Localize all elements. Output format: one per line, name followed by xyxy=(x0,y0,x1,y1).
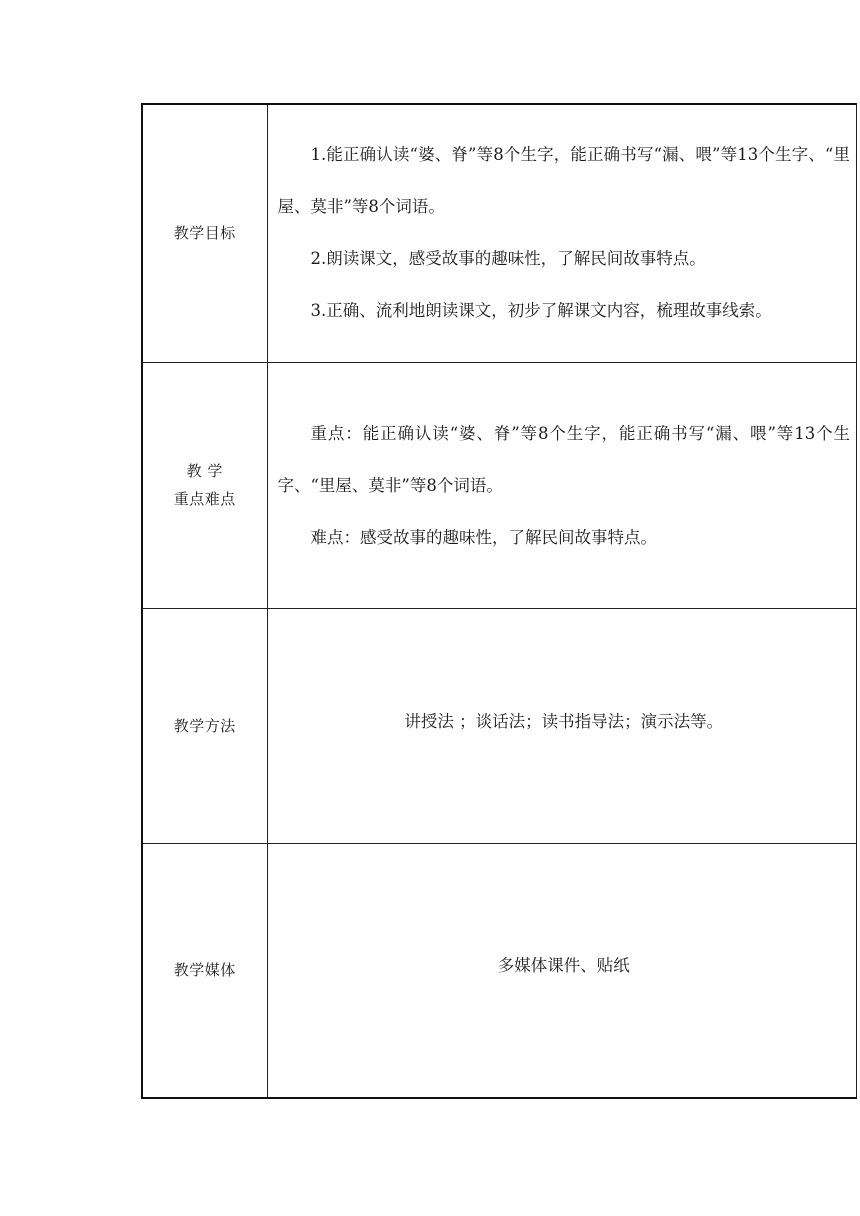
row-label: 教学方法 xyxy=(173,716,236,735)
row-label-cell xyxy=(142,843,267,1098)
table-row-teaching-methods xyxy=(142,608,857,843)
objective-paragraph: 2.朗读课文，感受故事的趣味性，了解民间故事特点。 xyxy=(310,249,706,269)
row-content-cell xyxy=(267,843,857,1098)
row-label-cell xyxy=(142,608,267,843)
objective-paragraph: 3.正确、流利地朗读课文，初步了解课文内容，梳理故事线索。 xyxy=(310,301,772,321)
row-label: 教学目标 xyxy=(173,224,236,243)
media-text: 多媒体课件、贴纸 xyxy=(497,956,630,976)
row-content-cell xyxy=(267,104,857,362)
table-row-teaching-media xyxy=(142,843,857,1098)
objective-paragraph: 1.能正确认读“婆、脊”等8个生字，能正确书写“漏、喂”等13个生字、“里屋、莫非”等8个词语。 xyxy=(277,145,850,217)
row-content-cell xyxy=(267,608,857,843)
table-row-key-points xyxy=(142,362,857,608)
difficulty-paragraph: 难点：感受故事的趣味性，了解民间故事特点。 xyxy=(310,528,657,547)
row-label: 教学媒体 xyxy=(173,961,236,980)
row-label-line: 教 学 xyxy=(186,462,223,480)
key-point-paragraph: 重点：能正确认读“婆、脊”等8个生字，能正确书写“漏、喂”等13个生字、“里屋、莫非”等8个词语。 xyxy=(277,424,850,495)
table-row-teaching-objectives xyxy=(142,104,857,362)
row-content-cell xyxy=(267,362,857,608)
lesson-plan-table xyxy=(141,103,857,1099)
row-label-cell xyxy=(142,362,267,608)
row-label-cell xyxy=(142,104,267,362)
row-label-line: 重点难点 xyxy=(173,490,236,508)
methods-text: 讲授法 ；谈话法；读书指导法；演示法等。 xyxy=(404,711,724,731)
